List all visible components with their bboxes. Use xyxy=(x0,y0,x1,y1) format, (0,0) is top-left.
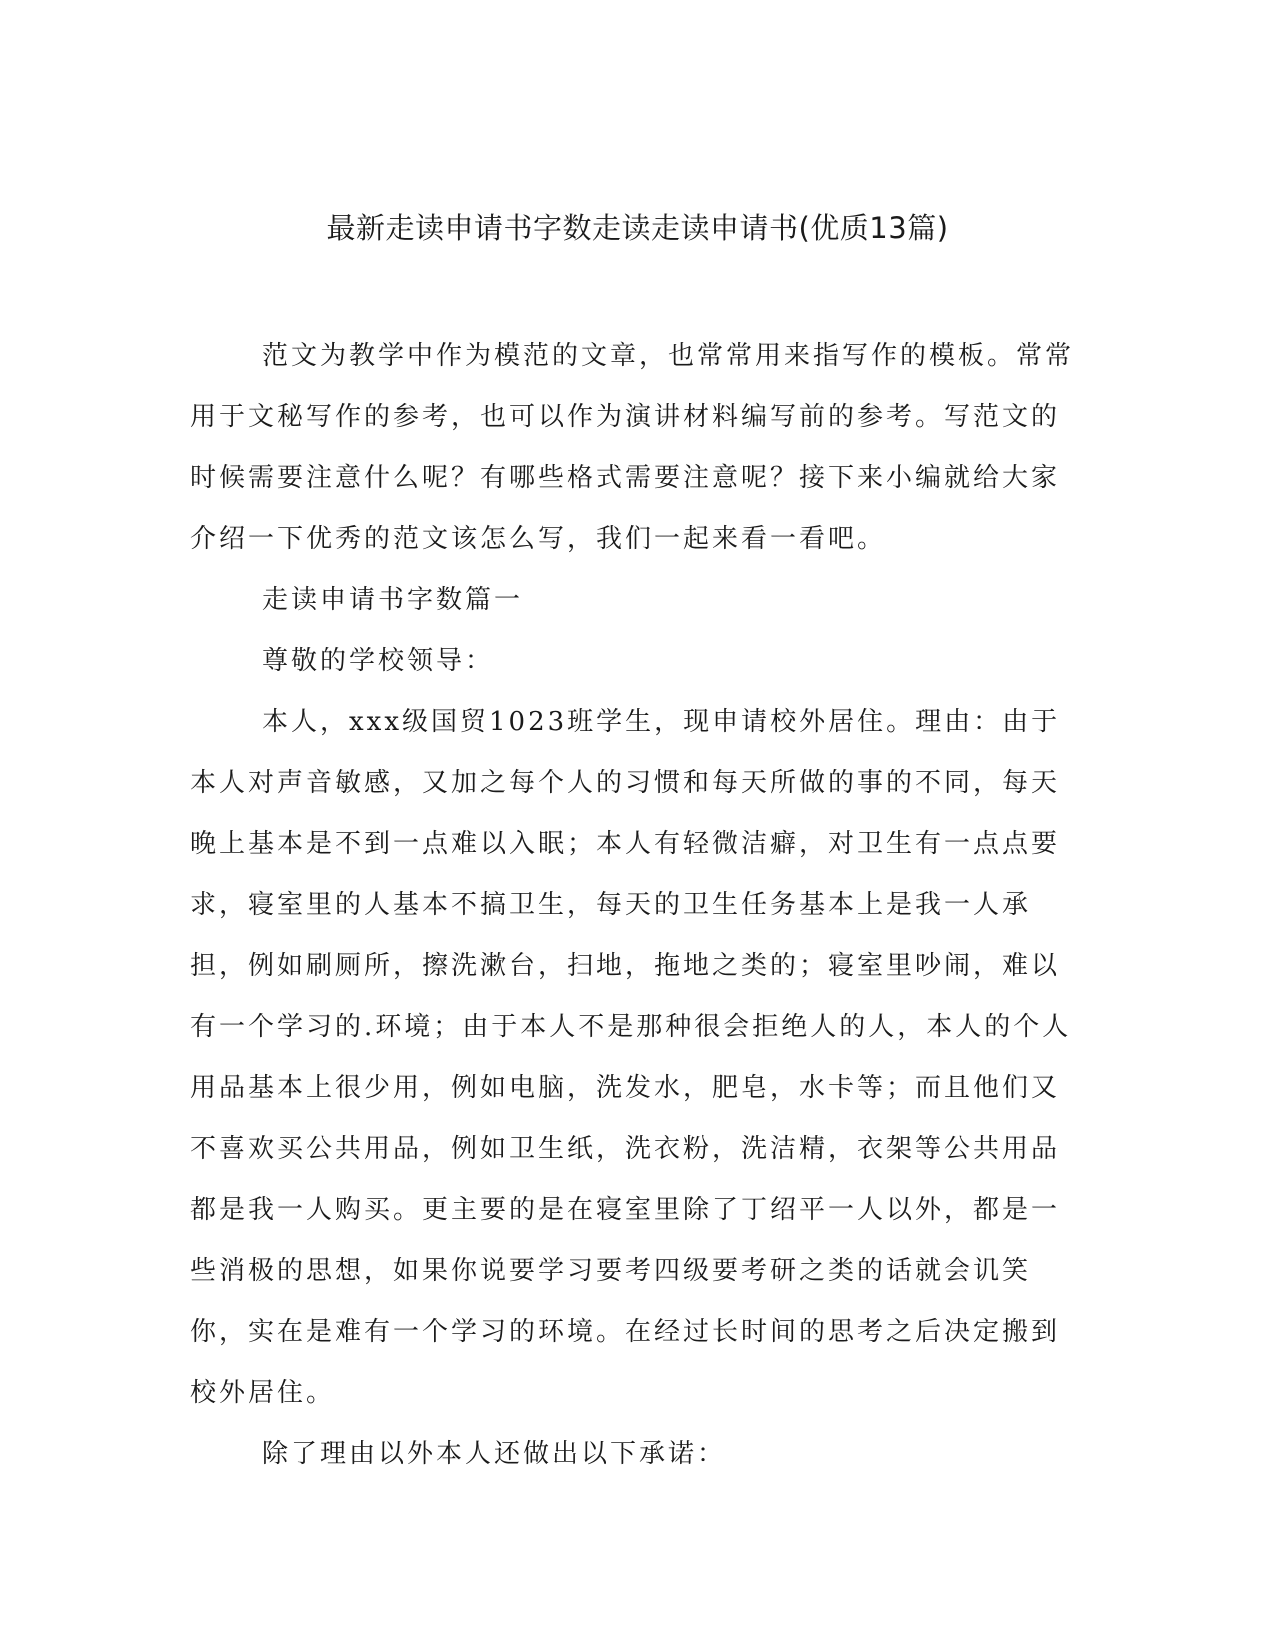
document-body xyxy=(190,326,1085,1485)
document-title: 最新走读申请书字数走读走读申请书(优质13篇) xyxy=(326,211,949,245)
body-paragraph: 本人，xxx级国贸1023班学生，现申请校外居住。理由：由于本人对声音敏感，又加之每个人的习惯和每天所做的事的不同，每天晚上基本是不到一点难以入眠；本人有轻微洁癖，对卫生有一点点要求，寝室里的人基本不搞卫生，每天的卫生任务基本上是我一人承担，例如刷厕所，擦洗漱台，扫地，拖地之类的；寝室里吵闹，难以有一个学习的.环境；由于本人不是那种很会拒绝人的人，本人的个人用品基本上很少用，例如电脑，洗发水，肥皂，水卡等；而且他们又不喜欢买公共用品，例如卫生纸，洗衣粉，洗洁精，衣架等公共用品都是我一人购买。更主要的是在寝室里除了丁绍平一人以外，都是一些消极的思想，如果你说要学习要考四级要考研之类的话就会讥笑你，实在是难有一个学习的环境。在经过长时间的思考之后决定搬到校外居住。 xyxy=(190,707,1072,1408)
salutation: 尊敬的学校领导： xyxy=(262,646,495,676)
intro-paragraph: 范文为教学中作为模范的文章，也常常用来指写作的模板。常常用于文秘写作的参考，也可以作为演讲材料编写前的参考。写范文的时候需要注意什么呢？有哪些格式需要注意呢？接下来小编就给大家介绍一下优秀的范文该怎么写，我们一起来看一看吧。 xyxy=(190,341,1075,554)
commitment-intro: 除了理由以外本人还做出以下承诺： xyxy=(262,1439,727,1469)
section-heading: 走读申请书字数篇一 xyxy=(262,585,524,615)
